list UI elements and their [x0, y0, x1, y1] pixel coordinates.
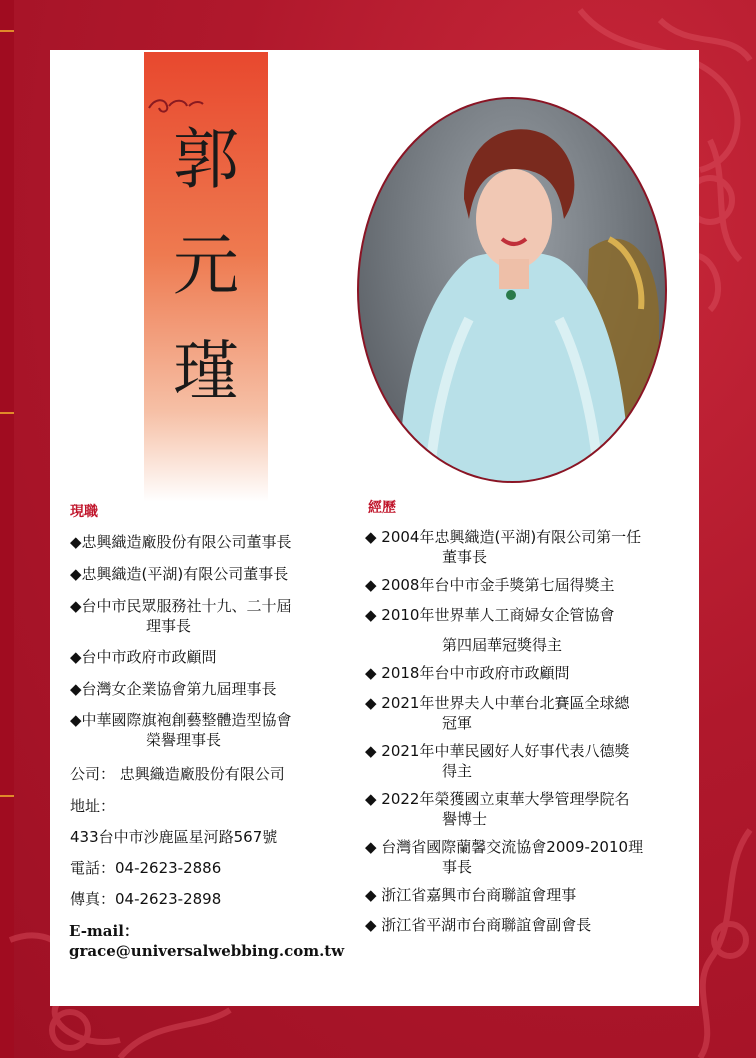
- experience-item: [365, 575, 685, 595]
- current-item: [70, 564, 288, 584]
- fax-line: 傳真：04-2623-2898: [70, 890, 222, 908]
- experience-item-line: ◆ 浙江省嘉興市台商聯誼會理事: [365, 886, 577, 904]
- section-title-experience: 經歷: [368, 500, 396, 516]
- experience-item-line: ◆ 台灣省國際蘭馨交流協會2009-2010理: [365, 838, 644, 856]
- current-item: [70, 596, 292, 636]
- email-label: E-mail：: [69, 922, 139, 940]
- experience-item-line: 董事長: [442, 548, 488, 566]
- current-item-line: ◆中華國際旗袍創藝整體造型協會: [70, 711, 292, 729]
- experience-item-line: ◆ 2021年中華民國好人好事代表八德獎: [365, 742, 630, 760]
- edge-tick: [0, 30, 14, 32]
- card-corner: [686, 986, 696, 996]
- edge-tick: [0, 412, 14, 414]
- experience-item: [365, 605, 685, 655]
- experience-item-line: ◆ 2022年榮獲國立東華大學管理學院名: [365, 790, 630, 808]
- experience-item: [365, 527, 685, 567]
- section-title-current: 現職: [70, 504, 98, 520]
- swirl-ornament: [145, 94, 205, 116]
- current-item-line: ◆台灣女企業協會第九屆理事長: [70, 680, 277, 698]
- edge-tick: [0, 795, 14, 797]
- experience-item-line: 譽博士: [442, 810, 488, 828]
- experience-item-line: ◆ 2008年台中市金手獎第七屆得獎主: [365, 576, 615, 594]
- experience-item-line: 得主: [442, 762, 473, 780]
- experience-item: [365, 837, 685, 877]
- experience-item-line: ◆ 2004年忠興織造(平湖)有限公司第一任: [365, 528, 642, 546]
- name-char-2: 元: [173, 227, 239, 304]
- experience-item-line: 冠軍: [442, 714, 473, 732]
- name-char-1: 郭: [173, 121, 239, 198]
- current-item-line: ◆忠興織造廠股份有限公司董事長: [70, 533, 292, 551]
- experience-item: [365, 885, 685, 905]
- experience-item: [365, 789, 685, 829]
- portrait-illustration: [359, 99, 665, 481]
- card-corner: [60, 60, 70, 70]
- current-item: [70, 710, 292, 750]
- current-item: [70, 679, 277, 699]
- current-item-line: ◆台中市民眾服務社十九、二十屆: [70, 597, 292, 615]
- current-item: [70, 647, 217, 667]
- current-item-line: ◆台中市政府市政顧問: [70, 648, 217, 666]
- current-item-line: 榮譽理事長: [146, 731, 222, 749]
- phone-line: 電話：04-2623-2886: [70, 859, 222, 877]
- current-item: [70, 532, 292, 552]
- experience-item: [365, 915, 685, 935]
- experience-item-line: ◆ 2021年世界夫人中華台北賽區全球總: [365, 694, 630, 712]
- card-corner: [686, 60, 696, 70]
- experience-item: [365, 663, 685, 683]
- portrait-photo: [357, 97, 667, 483]
- experience-item: [365, 741, 685, 781]
- address-label: 地址：: [70, 797, 116, 815]
- company-line: 公司： 忠興織造廠股份有限公司: [70, 765, 285, 783]
- experience-item-line: 事長: [442, 858, 473, 876]
- experience-item-line: ◆ 浙江省平湖市台商聯誼會副會長: [365, 916, 592, 934]
- card-corner: [60, 986, 70, 996]
- email-address[interactable]: grace@universalwebbing.com.tw: [69, 942, 345, 960]
- address-line: 433台中市沙鹿區星河路567號: [70, 828, 278, 846]
- experience-item-line: ◆ 2010年世界華人工商婦女企管協會: [365, 606, 615, 624]
- experience-item-line: ◆ 2018年台中市政府市政顧問: [365, 664, 570, 682]
- current-item-line: 理事長: [146, 617, 192, 635]
- experience-item: [365, 693, 685, 733]
- name-char-3: 瑾: [173, 333, 239, 410]
- current-item-line: ◆忠興織造(平湖)有限公司董事長: [70, 565, 289, 583]
- experience-item-line: 第四屆華冠獎得主: [442, 636, 563, 654]
